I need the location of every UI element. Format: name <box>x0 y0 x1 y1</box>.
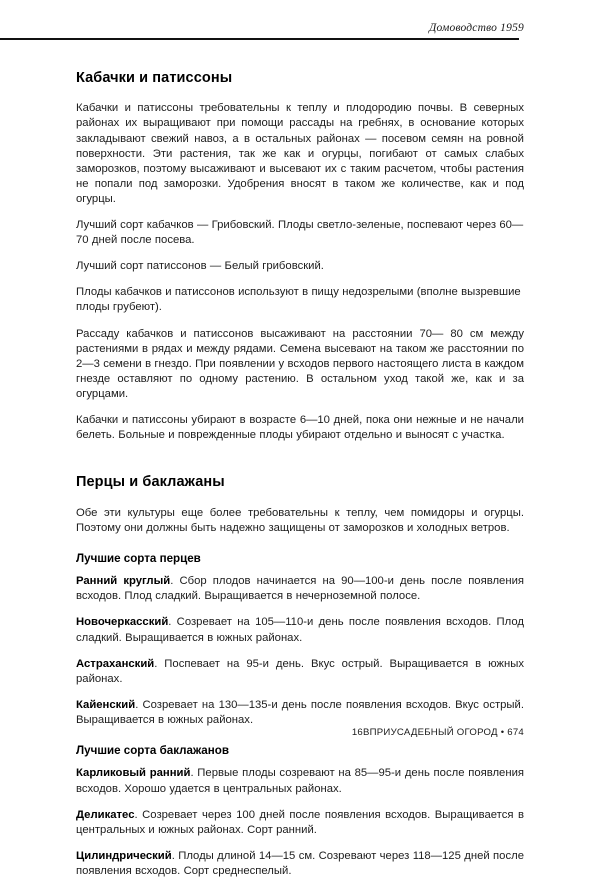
header-divider-rule <box>0 38 519 40</box>
paragraph-harvesting: Кабачки и патиссоны убирают в возрасте 6—10 дней, пока они нежные и не начали белеть. Больные и поврежденные плоды убирают отдельно и выносят с участка. <box>76 413 524 442</box>
paragraph-squash-cultivation: Кабачки и патиссоны требовательны к теплу и плодородию почвы. В северных районах их выращивают при помощи рассады на гребнях, в основание которых закладывают свежий навоз, а в остальных районах — посевом семян на ровной поверхности. Эти растения, так же как и огурцы, погибают от самых слабых заморозков, поэтому высаживают и высевают их с таким расчетом, чтобы растения не попали под заморозки. Удобрения вносят в таком же количестве, как и под огурцы. <box>76 102 524 205</box>
section-heading-peppers-eggplants: Перцы и баклажаны <box>76 474 225 491</box>
variety-entry-delikates <box>76 808 524 838</box>
variety-description: . Плоды длиной 14—15 см. Созревают через 118—125 дней после появления всходов. Сорт среднеспелый. <box>76 849 524 877</box>
variety-description: . Созревает на 130—135-и день после появления всходов. Вкус острый. Выращивается в южных районах. <box>76 698 524 726</box>
variety-description: . Созревает на 105—110-и день после появления всходов. Плод сладкий. Выращивается в южных районах. <box>76 616 524 644</box>
variety-name: Кайенский <box>76 698 136 711</box>
variety-name: Деликатес <box>76 808 135 821</box>
running-head-text: Домоводство 1959 <box>428 22 524 34</box>
variety-entry-astrakhansky <box>76 657 524 687</box>
variety-name: Новочеркасский <box>76 616 169 629</box>
variety-name: Ранний круглый <box>76 575 171 588</box>
variety-entry-tsilindrichesky <box>76 849 524 879</box>
page-content <box>76 70 524 879</box>
variety-description: . Первые плоды созревают на 85—95-и день после появления всходов. Хорошо удается в центральных районах. <box>76 767 525 795</box>
subheading-best-pepper-varieties: Лучшие сорта перцев <box>76 551 201 565</box>
variety-description: . Созревает через 100 дней после появления всходов. Выращивается в центральных и южных районах. Сорт ранний. <box>76 808 524 836</box>
variety-name: Астраханский <box>76 657 155 670</box>
subheading-best-eggplant-varieties: Лучшие сорта баклажанов <box>76 743 229 757</box>
variety-entry-novocherkassky <box>76 615 524 645</box>
variety-entry-kayensky <box>76 698 524 728</box>
variety-description: . Поспевает на 95-и день. Вкус острый. Выращивается в южных районах. <box>76 657 524 685</box>
variety-name: Карликовый ранний <box>76 767 191 780</box>
paragraph-planting-distance: Рассаду кабачков и патиссонов высаживают на расстоянии 70— 80 см между растениями в рядах и между рядами. Семена высевают на таком же расстоянии по 2—3 семени в гнездо. При появлении у всходов первого настоящего листа в каждом гнезде оставляют по одному растению. В остальном уход такой же, как и за огурцами. <box>76 327 524 400</box>
page-footer <box>0 727 600 743</box>
paragraph-best-squash-variety: Лучший сорт кабачков — Грибовский. Плоды светло-зеленые, поспевают через 60—70 дней после посева. <box>76 219 524 247</box>
paragraph-fruit-usage: Плоды кабачков и патиссонов используют в пищу недозрелыми (вполне вызревшие плоды грубеют). <box>76 286 521 314</box>
variety-entry-ranniy-krugly <box>76 574 524 604</box>
variety-name: Цилиндрический <box>76 849 172 862</box>
section-heading-squash: Кабачки и патиссоны <box>76 70 233 86</box>
variety-entry-karlikovy-ranniy <box>76 766 524 796</box>
paragraph-peppers-intro: Обе эти культуры еще более требовательны к теплу, чем помидоры и огурцы. Поэтому они должны быть надежно защищены от заморозков и холодных ветров. <box>76 506 524 534</box>
variety-description: . Сбор плодов начинается на 90—100-и день после появления всходов. Плод сладкий. Выращивается в нечерноземной полосе. <box>76 575 524 603</box>
footer-text: 16ВПРИУСАДЕБНЫЙ ОГОРОД • 674 <box>351 727 524 738</box>
paragraph-best-pattypan-variety: Лучший сорт патиссонов — Белый грибовский. <box>76 260 324 273</box>
